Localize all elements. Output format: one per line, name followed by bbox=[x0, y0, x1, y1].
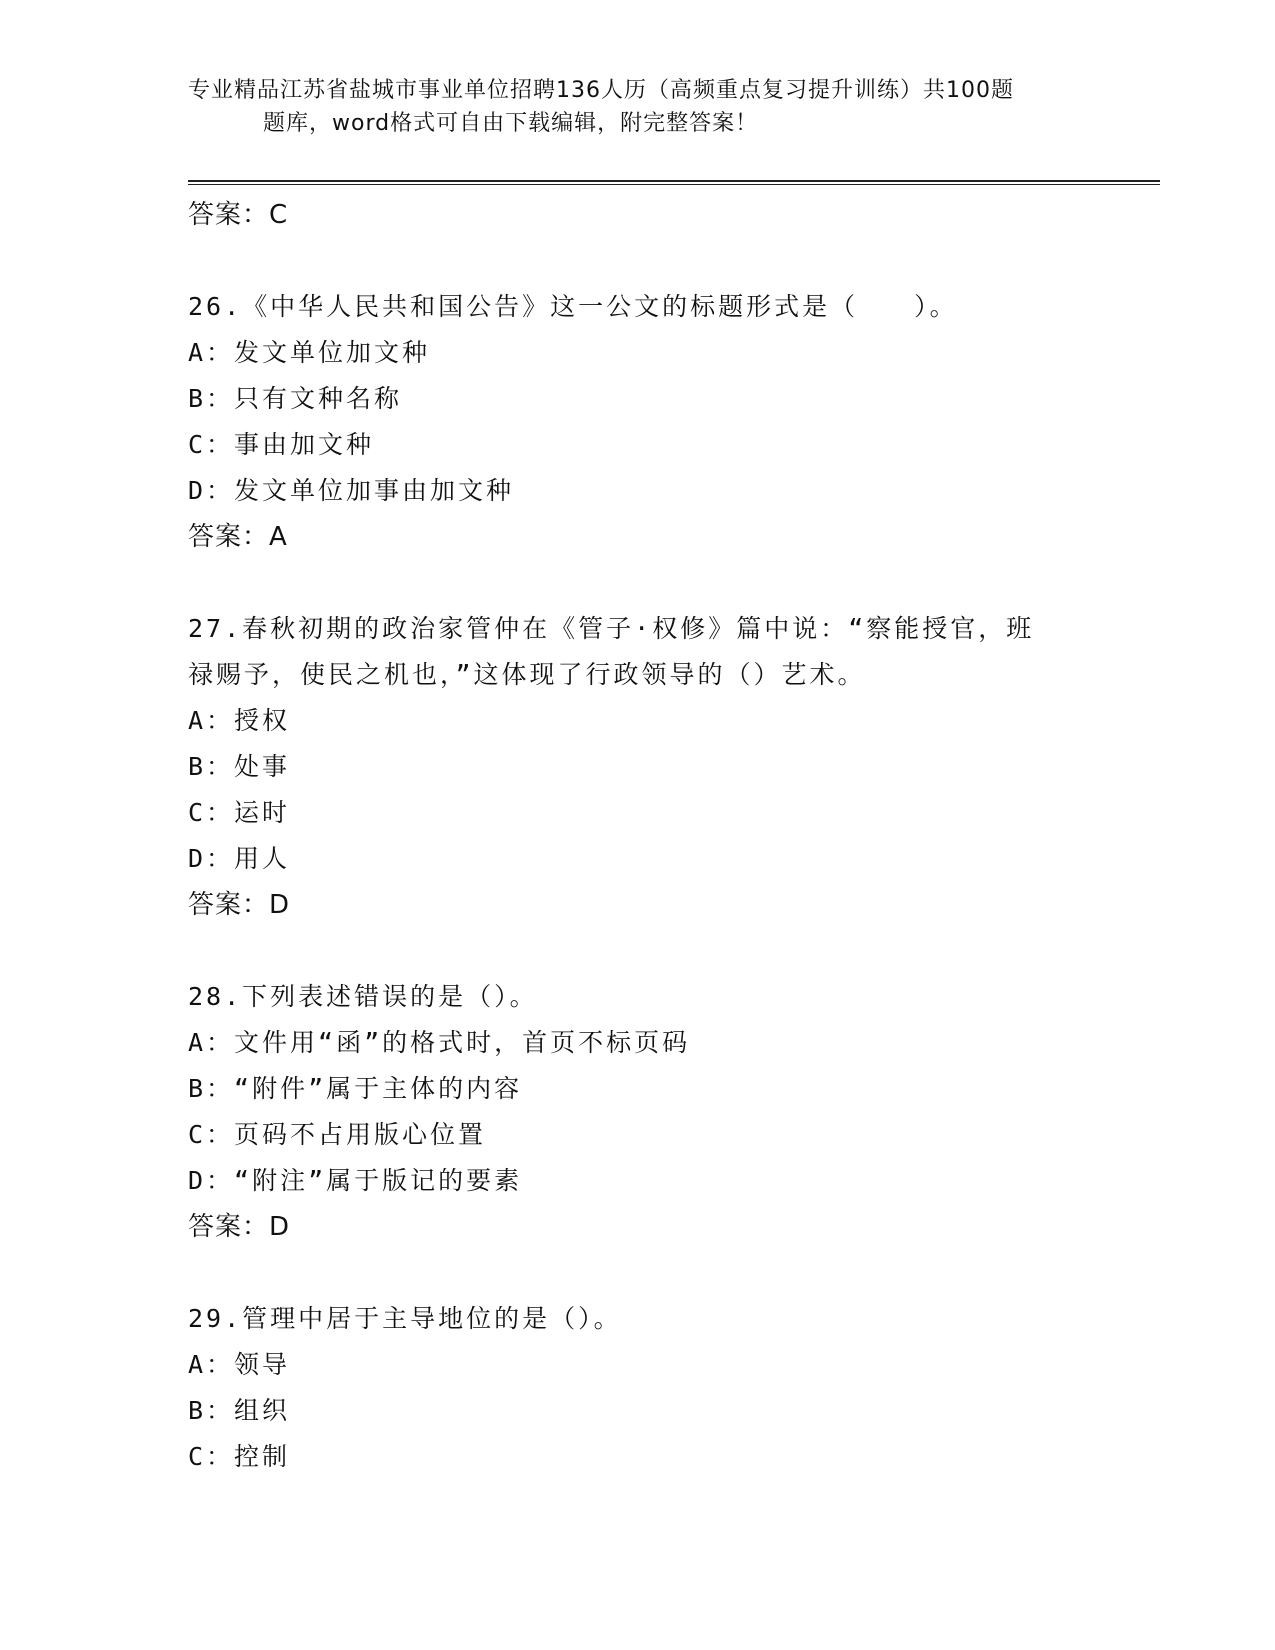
option-c: C：运时 bbox=[188, 798, 291, 827]
header-line-2: 题库，word格式可自由下载编辑，附完整答案！ bbox=[263, 111, 759, 136]
document-header bbox=[188, 74, 1088, 140]
option-b: B：只有文种名称 bbox=[188, 384, 403, 413]
option-c: C：控制 bbox=[188, 1442, 291, 1471]
question-stem: 29.管理中居于主导地位的是（）。 bbox=[188, 1304, 622, 1333]
option-b: B：处事 bbox=[188, 752, 291, 781]
question-list bbox=[188, 192, 1088, 1480]
question-stem: 27.春秋初期的政治家管仲在《管子·权修》篇中说：“察能授官，班 bbox=[188, 614, 1035, 643]
option-a: A：领导 bbox=[188, 1350, 291, 1379]
option-b: B：组织 bbox=[188, 1396, 291, 1425]
header-rule-thick bbox=[188, 180, 1160, 182]
option-b: B：“附件”属于主体的内容 bbox=[188, 1074, 523, 1103]
question-29 bbox=[188, 1296, 1088, 1480]
option-d: D：“附注”属于版记的要素 bbox=[188, 1166, 523, 1195]
question-stem: 26.《中华人民共和国公告》这一公文的标题形式是（ ）。 bbox=[188, 292, 958, 321]
header-line-1: 专业精品江苏省盐城市事业单位招聘136人历（高频重点复习提升训练）共100题 bbox=[188, 78, 1014, 103]
option-a: A：文件用“函”的格式时，首页不标页码 bbox=[188, 1028, 691, 1057]
question-27 bbox=[188, 606, 1088, 928]
answer-line: 答案：D bbox=[188, 890, 291, 920]
question-stem: 28.下列表述错误的是（）。 bbox=[188, 982, 538, 1011]
option-a: A：授权 bbox=[188, 706, 291, 735]
option-c: C：页码不占用版心位置 bbox=[188, 1120, 487, 1149]
answer-line: 答案：D bbox=[188, 1212, 291, 1242]
option-a: A：发文单位加文种 bbox=[188, 338, 431, 367]
question-stem-continued: 禄赐予，使民之机也，”这体现了行政领导的（）艺术。 bbox=[188, 660, 866, 689]
option-d: D：用人 bbox=[188, 844, 291, 873]
option-c: C：事由加文种 bbox=[188, 430, 375, 459]
answer-line: 答案：C bbox=[188, 200, 289, 230]
question-28 bbox=[188, 974, 1088, 1250]
question-26 bbox=[188, 284, 1088, 560]
option-d: D：发文单位加事由加文种 bbox=[188, 476, 515, 505]
header-rule-thin bbox=[188, 184, 1160, 185]
answer-line: 答案：A bbox=[188, 522, 288, 552]
